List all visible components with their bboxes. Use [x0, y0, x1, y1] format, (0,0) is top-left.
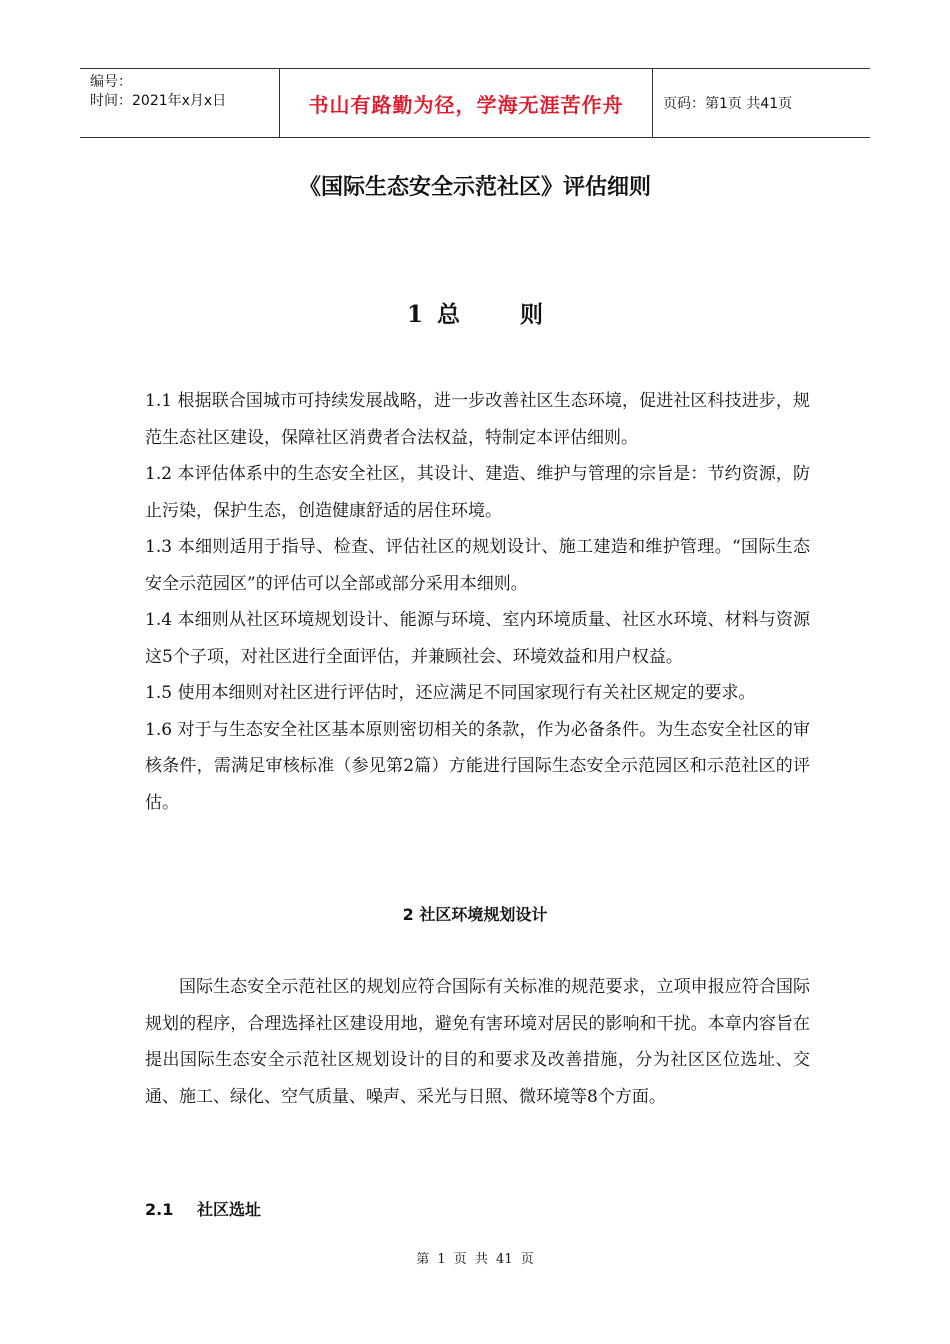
- clause-1-2: 1.2 本评估体系中的生态安全社区，其设计、建造、维护与管理的宗旨是：节约资源，防止污染，保护生态，创造健康舒适的居住环境。: [145, 464, 810, 521]
- subsection-number: 2.1: [145, 1200, 174, 1219]
- header-meta-cell: [80, 69, 280, 137]
- chapter-title-word-2: 则: [520, 301, 544, 328]
- clause-1-3: 1.3 本细则适用于指导、检查、评估社区的规划设计、施工建造和维护管理。“国际生态安全示范园区”的评估可以全部或部分采用本细则。: [145, 537, 810, 594]
- document-number-label: 编号：: [90, 74, 132, 90]
- chapter-title-word-1: 总: [437, 301, 461, 328]
- section-2-heading: 2 社区环境规划设计: [402, 905, 548, 924]
- section-2-body: [145, 969, 810, 1115]
- document-time-label: 时间：2021年x月x日: [90, 93, 227, 109]
- header-motto: 书山有路勤为径，学海无涯苦作舟: [280, 69, 653, 137]
- page-header-table: [80, 68, 870, 138]
- clause-1-1: 1.1 根据联合国城市可持续发展战略，进一步改善社区生态环境，促进社区科技进步，规范生态社区建设，保障社区消费者合法权益，特制定本评估细则。: [145, 391, 810, 448]
- chapter-1-heading: [0, 296, 950, 329]
- document-title: 《国际生态安全示范社区》评估细则: [298, 175, 651, 200]
- clause-1-5: 1.5 使用本细则对社区进行评估时，还应满足不同国家现行有关社区规定的要求。: [145, 683, 756, 703]
- page-footer: 第 1 页 共 41 页: [416, 1252, 534, 1267]
- chapter-number: 1: [406, 301, 423, 328]
- chapter-1-body: [145, 383, 810, 821]
- subsection-title: 社区选址: [197, 1200, 262, 1219]
- clause-1-4: 1.4 本细则从社区环境规划设计、能源与环境、室内环境质量、社区水环境、材料与资源这5个子项，对社区进行全面评估，并兼顾社会、环境效益和用户权益。: [145, 610, 810, 667]
- clause-1-6: 1.6 对于与生态安全社区基本原则密切相关的条款，作为必备条件。为生态安全社区的审核条件，需满足审核标准（参见第2篇）方能进行国际生态安全示范园区和示范社区的评估。: [145, 719, 810, 813]
- subsection-2-1-heading: [145, 1197, 261, 1220]
- header-page-code: 页码：第1页 共41页: [663, 96, 793, 112]
- section-2-intro-paragraph: 国际生态安全示范社区的规划应符合国际有关标准的规范要求，立项申报应符合国际规划的程序，合理选择社区建设用地，避免有害环境对居民的影响和干扰。本章内容旨在提出国际生态安全示范社区规划设计的目的和要求及改善措施，分为社区区位选址、交通、施工、绿化、空气质量、噪声、采光与日照、微环境等8个方面。: [145, 977, 810, 1107]
